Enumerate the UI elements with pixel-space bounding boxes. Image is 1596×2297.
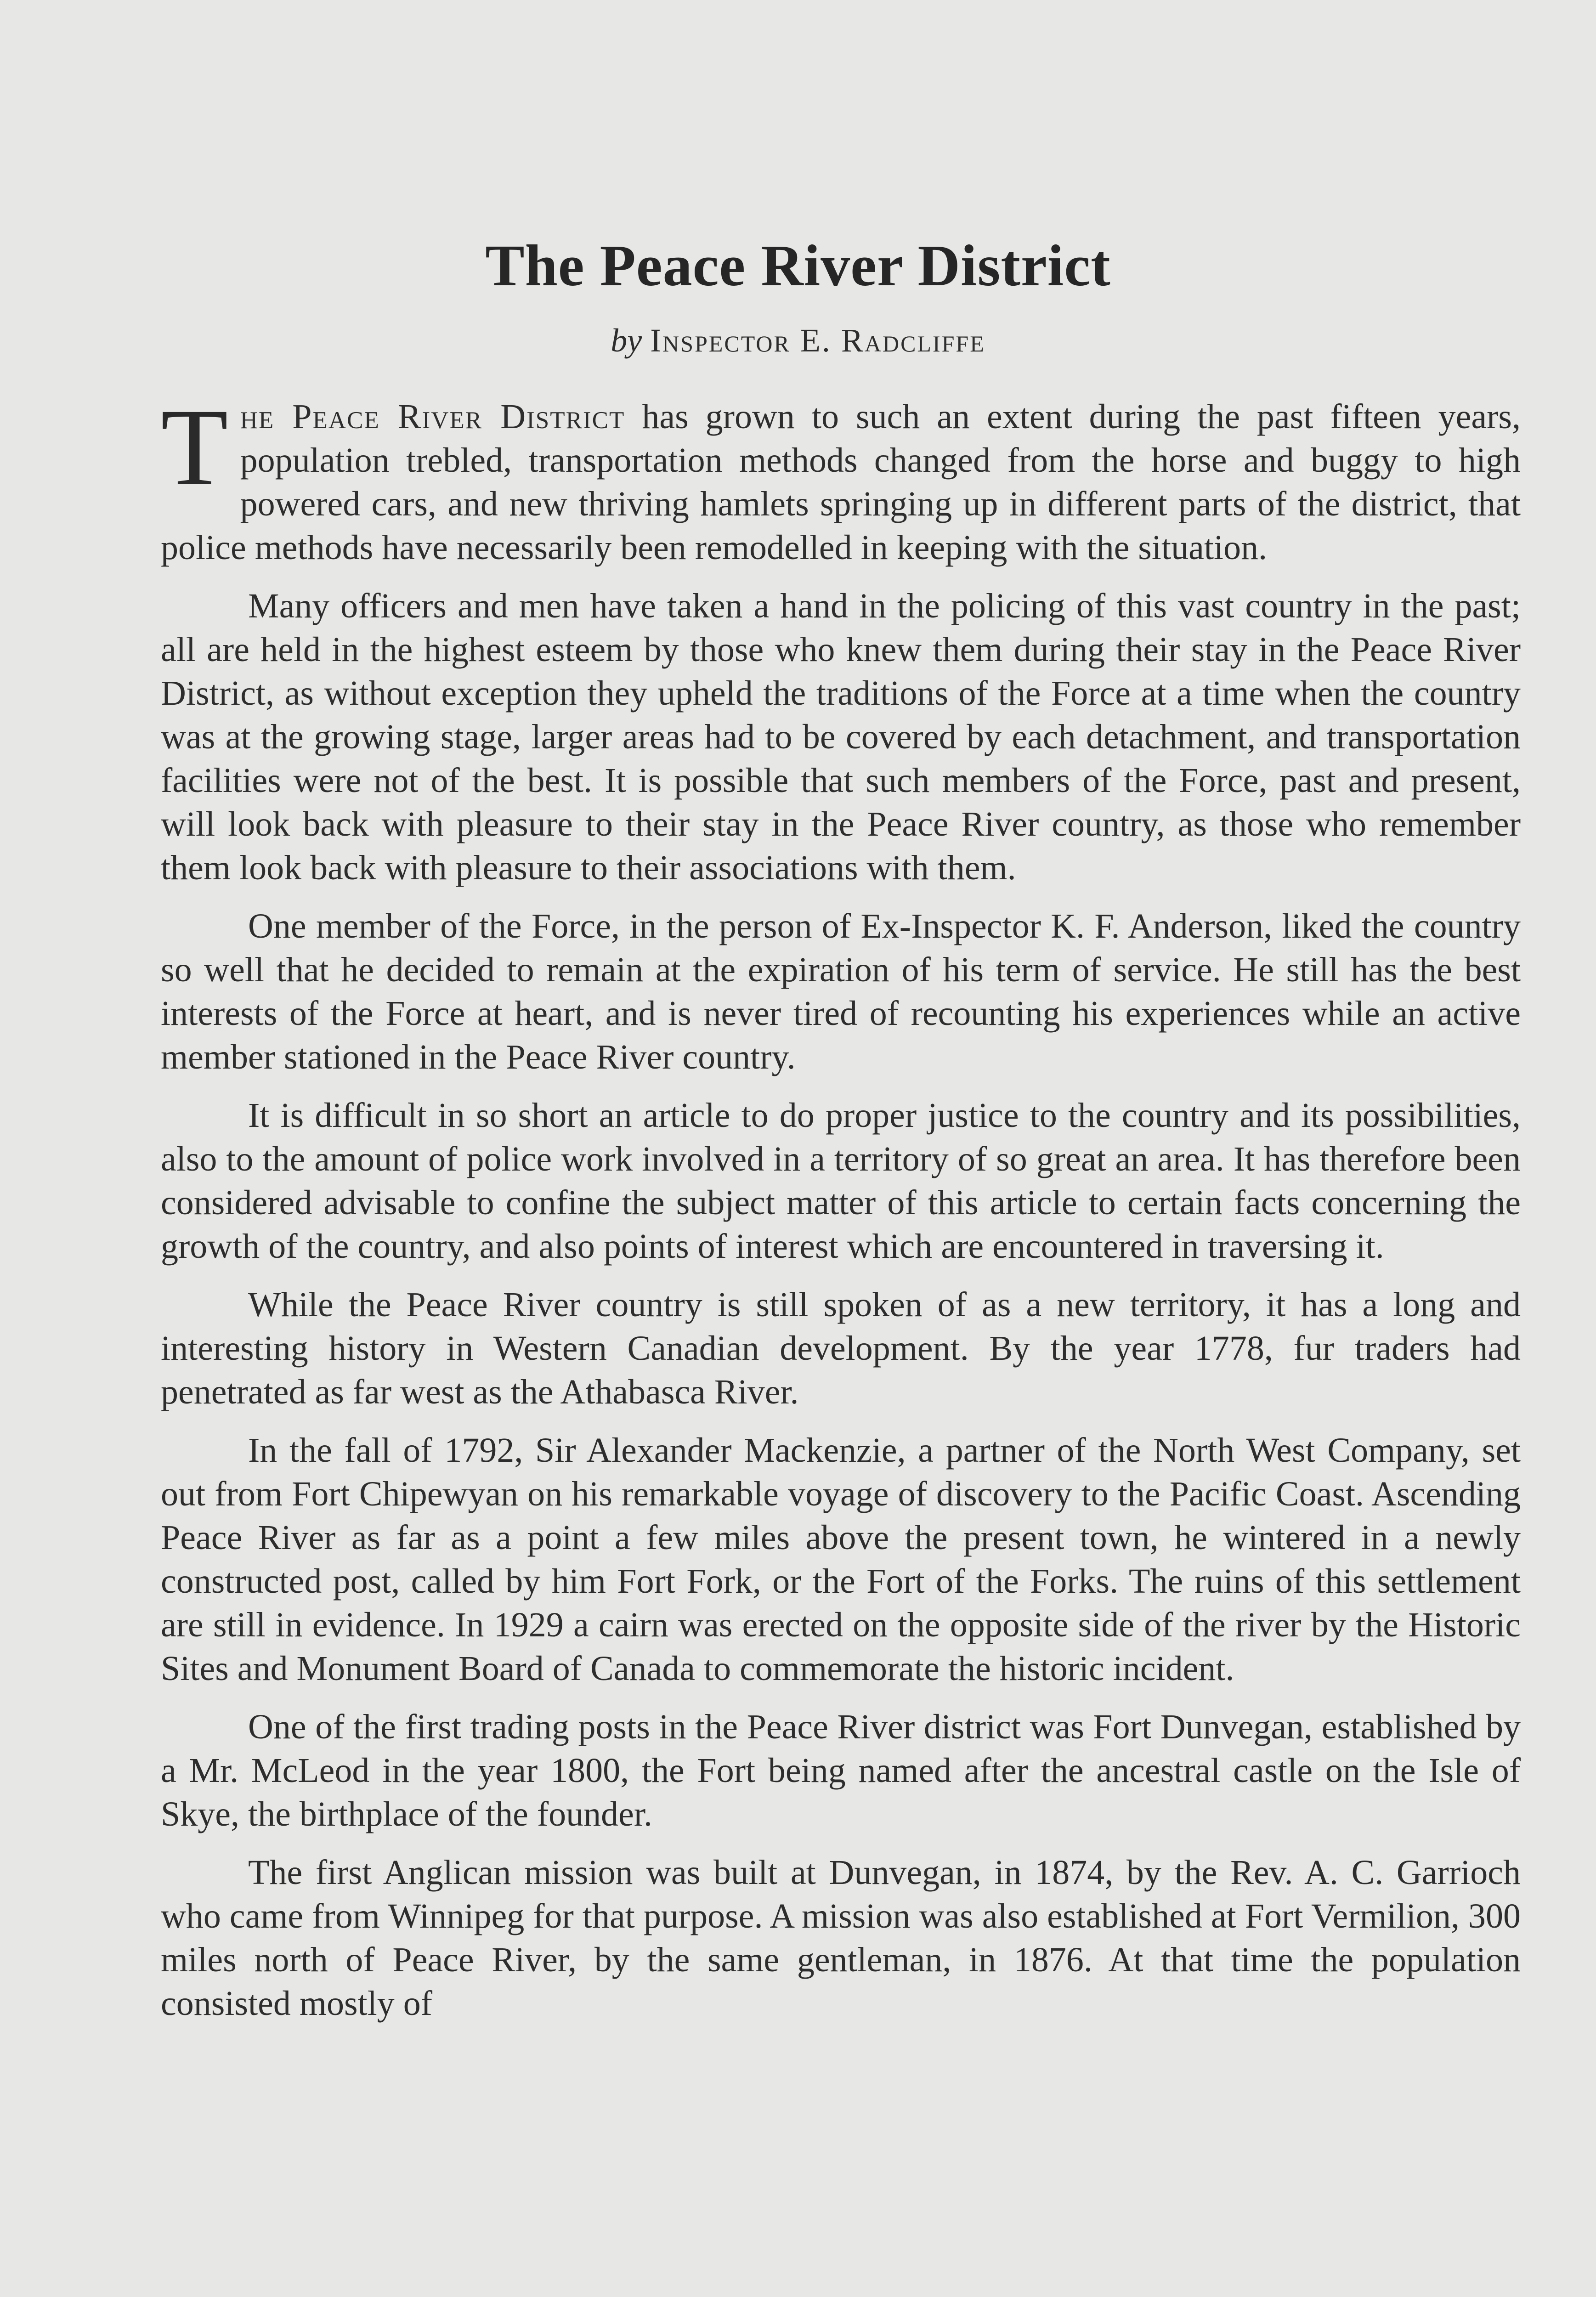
drop-cap: T [161,386,228,508]
paragraph-3: One member of the Force, in the person of Ex-Inspector K. F. Anderson, liked the country so well that he decided to remain at the expiration of his term of service. He still has the best interests of the Force at heart, and is never tired of recounting his experiences while an active member stationed in the Peace River country. [161,907,1521,1076]
article-title: The Peace River District [485,233,1111,298]
lead-text: has grown to such an extent during the past fifteen years, population trebled, transportation methods changed from the horse and buggy to high powered cars, and new thriving hamlets springing up in different parts of the district, that police methods have necessarily been remodelled in keeping with the situation. [161,397,1521,567]
paragraph-2: Many officers and men have taken a hand in the policing of this vast country in the past; all are held in the highest esteem by those who knew them during their stay in the Peace River District, as without exception they upheld the traditions of the Force at a time when the country was at the growing stage, larger areas had to be covered by each detachment, and transportation facilities were not of the best. It is possible that such members of the Force, past and present, will look back with pleasure to their stay in the Peace River country, as those who remember them look back with pleasure to their associations with them. [161,587,1521,887]
paragraph-1 [161,386,1521,570]
article-body [161,386,1521,2040]
paragraph-8: The first Anglican mission was built at Dunvegan, in 1874, by the Rev. A. C. Garrioch who came from Winnipeg for that purpose. A mission was also established at Fort Vermilion, 300 miles north of Peace River, by the same gentleman, in 1876. At that time the population consisted mostly of [161,1853,1521,2023]
paragraph-7: One of the first trading posts in the Peace River district was Fort Dunvegan, established by a Mr. McLeod in the year 1800, the Fort being named after the ancestral castle on the Isle of Skye, the birthplace of the founder. [161,1708,1521,1833]
paragraph-6: In the fall of 1792, Sir Alexander Mackenzie, a partner of the North West Company, set out from Fort Chipewyan on his remarkable voyage of discovery to the Pacific Coast. Ascending Peace River as far as a point a few miles above the present town, he wintered in a newly constructed post, called by him Fort Fork, or the Fort of the Forks. The ruins of this settlement are still in evidence. In 1929 a cairn was erected on the opposite side of the river by the Historic Sites and Monument Board of Canada to commemorate the historic incident. [161,1431,1521,1688]
author-name: Inspector E. Radcliffe [650,322,985,359]
byline [0,322,1596,360]
byline-prefix: by [611,322,642,359]
paragraph-5: While the Peace River country is still spoken of as a new territory, it has a long and interesting history in Western Canadian development. By the year 1778, fur traders had penetrated as far west as the Athabasca River. [161,1285,1521,1411]
paragraph-4: It is difficult in so short an article to do proper justice to the country and its possibilities, also to the amount of police work involved in a territory of so great an area. It has therefore been considered advisable to confine the subject matter of this article to certain facts concerning the growth of the country, and also points of interest which are encountered in traversing it. [161,1096,1521,1266]
lead-small-caps: he Peace River District [240,397,625,436]
